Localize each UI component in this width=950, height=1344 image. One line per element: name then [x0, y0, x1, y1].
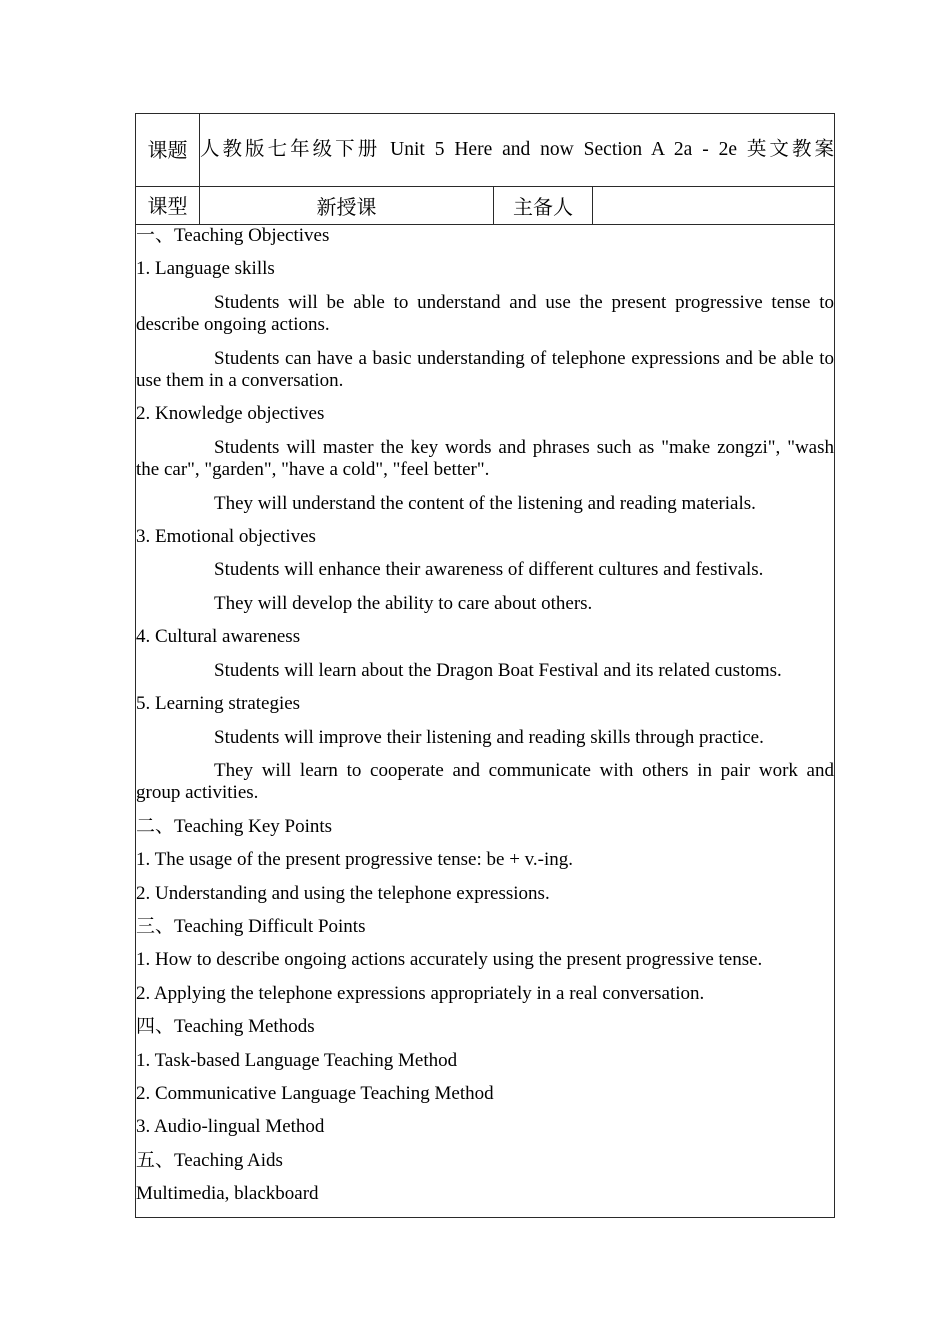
key-point-1: 1. The usage of the present progressive tense: be + v.-ing.	[136, 849, 574, 871]
objective-2-paragraph-2: They will understand the content of the listening and reading materials.	[214, 492, 756, 514]
objective-3-paragraph-1: Students will enhance their awareness of different cultures and festivals.	[214, 559, 764, 581]
table-row-content	[136, 225, 835, 1218]
objective-item-5: 5. Learning strategies	[136, 693, 301, 715]
section-heading-teaching-aids: 五、Teaching Aids	[136, 1149, 283, 1171]
teaching-method-1: 1. Task-based Language Teaching Method	[136, 1049, 458, 1071]
objective-2-paragraph-1: Students will master the key words and phrases such as "make zongzi", "wash the car", "garden", "have a cold", "feel better".	[136, 436, 834, 481]
topic-value: 人教版七年级下册 Unit 5 Here and now Section A 2a - 2e 英文教案	[200, 114, 835, 187]
table-row-lesson-type	[136, 187, 835, 225]
objective-1-paragraph-1: Students will be able to understand and use the present progressive tense to describe ongoing actions.	[136, 291, 834, 336]
lesson-type-value: 新授课	[200, 187, 494, 225]
objective-item-2: 2. Knowledge objectives	[136, 403, 325, 425]
objective-item-3: 3. Emotional objectives	[136, 526, 316, 548]
objective-5-paragraph-2: They will learn to cooperate and communicate with others in pair work and group activities.	[136, 759, 834, 804]
teaching-aids-value: Multimedia, blackboard	[136, 1183, 319, 1205]
difficult-point-1: 1. How to describe ongoing actions accurately using the present progressive tense.	[136, 949, 763, 971]
section-heading-teaching-methods: 四、Teaching Methods	[136, 1016, 315, 1038]
table-row-topic	[136, 114, 835, 187]
difficult-point-2: 2. Applying the telephone expressions appropriately in a real conversation.	[136, 982, 705, 1004]
key-point-2: 2. Understanding and using the telephone expressions.	[136, 882, 550, 904]
teaching-method-3: 3. Audio-lingual Method	[136, 1116, 325, 1138]
section-heading-teaching-objectives: 一、Teaching Objectives	[136, 225, 330, 246]
objective-1-paragraph-2: Students can have a basic understanding of telephone expressions and be able to use them in a conversation.	[136, 347, 834, 392]
lesson-plan-table	[135, 113, 835, 1218]
objective-3-paragraph-2: They will develop the ability to care about others.	[214, 592, 593, 614]
main-preparer-label: 主备人	[494, 187, 593, 225]
section-heading-teaching-key-points: 二、Teaching Key Points	[136, 815, 333, 837]
objective-item-1: 1. Language skills	[136, 258, 275, 280]
objective-5-paragraph-1: Students will improve their listening and reading skills through practice.	[214, 726, 764, 748]
lesson-content-cell	[136, 225, 835, 1218]
lesson-body	[136, 225, 834, 1206]
lesson-type-label: 课型	[136, 187, 200, 225]
section-heading-teaching-difficult-points: 三、Teaching Difficult Points	[136, 915, 366, 937]
objective-4-paragraph-1: Students will learn about the Dragon Boat Festival and its related customs.	[214, 659, 782, 681]
main-preparer-value	[593, 187, 835, 225]
teaching-method-2: 2. Communicative Language Teaching Method	[136, 1082, 494, 1104]
objective-item-4: 4. Cultural awareness	[136, 626, 301, 648]
topic-label: 课题	[136, 114, 200, 187]
